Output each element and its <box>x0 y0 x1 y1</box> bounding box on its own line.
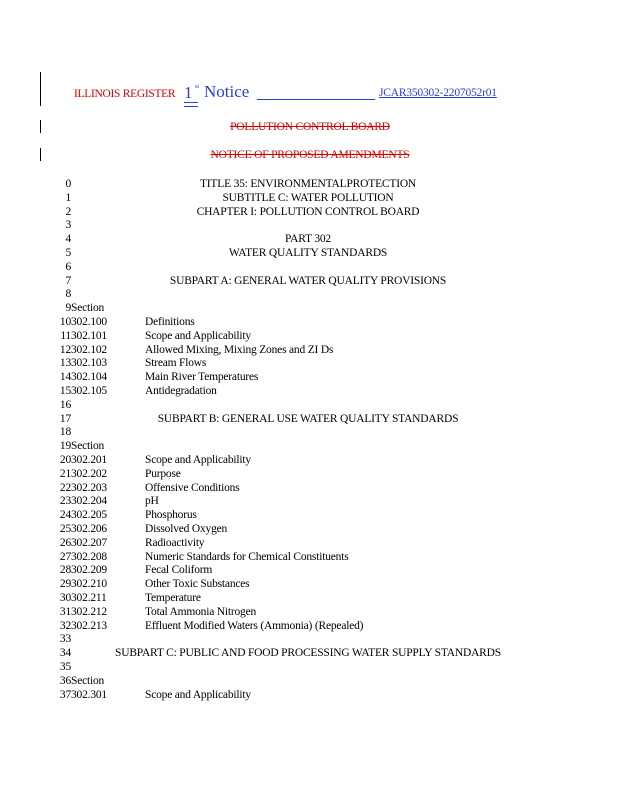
line-number: 21 <box>59 467 71 480</box>
section-number: 302.205 <box>71 509 107 522</box>
section-title: pH <box>145 495 159 508</box>
document-line <box>48 605 588 619</box>
document-line <box>48 563 588 577</box>
change-bar <box>40 120 41 133</box>
section-number: 302.100 <box>71 316 107 328</box>
line-number: 4 <box>65 233 71 246</box>
document-line <box>48 453 588 467</box>
line-number: 11 <box>60 329 71 342</box>
document-line <box>48 522 588 536</box>
section-number: 302.208 <box>71 550 107 563</box>
section-title: Other Toxic Substances <box>145 578 250 591</box>
change-bar <box>40 148 41 161</box>
document-line <box>48 646 588 660</box>
document-line <box>48 425 588 439</box>
document-line <box>48 315 588 329</box>
line-number: 28 <box>59 564 71 577</box>
document-line <box>48 177 588 191</box>
line-number: 13 <box>59 357 71 370</box>
section-number: 302.211 <box>71 592 107 604</box>
section-title: Radioactivity <box>145 536 205 549</box>
document-line <box>48 550 588 564</box>
document-line <box>48 508 588 522</box>
section-title: Scope and Applicability <box>145 329 251 342</box>
line-number: 29 <box>59 578 71 591</box>
section-number: 302.104 <box>71 371 107 384</box>
section-title: Offensive Conditions <box>145 481 240 494</box>
header-underline <box>257 99 375 100</box>
section-title: Dissolved Oxygen <box>145 523 228 535</box>
document-line <box>48 439 588 453</box>
section-title: Total Ammonia Nitrogen <box>145 605 257 618</box>
line-number: 22 <box>59 481 71 494</box>
document-line <box>48 384 588 398</box>
line-number: 34 <box>59 647 71 660</box>
section-number: 302.206 <box>71 523 107 535</box>
line-number: 33 <box>59 633 71 646</box>
line-number: 14 <box>59 371 71 384</box>
section-number: 302.202 <box>71 467 107 480</box>
section-title: Effluent Modified Waters (Ammonia) (Repealed) <box>145 619 364 632</box>
section-number: 302.204 <box>71 495 107 508</box>
line-number: 37 <box>59 688 71 701</box>
line-number: 10 <box>59 316 71 328</box>
section-number: Section <box>71 440 105 453</box>
line-number: 12 <box>59 343 71 356</box>
line-number: 0 <box>65 178 71 190</box>
header-underline <box>184 102 198 103</box>
line-number: 18 <box>59 426 71 439</box>
section-number: 302.101 <box>71 329 107 342</box>
line-number: 24 <box>59 509 71 522</box>
document-line <box>48 481 588 495</box>
document-line <box>48 343 588 357</box>
section-number: 302.203 <box>71 481 107 494</box>
document-line <box>48 260 588 274</box>
document-line <box>48 232 588 246</box>
document-header <box>74 84 594 106</box>
document-line <box>48 370 588 384</box>
section-title: Definitions <box>145 316 195 328</box>
page-number: 1 <box>184 83 193 102</box>
heading-text: CHAPTER I: POLLUTION CONTROL BOARD <box>196 205 420 218</box>
line-number: 26 <box>59 536 71 549</box>
document-line <box>48 274 588 288</box>
section-number: 302.301 <box>71 688 107 701</box>
line-number: 20 <box>59 454 71 466</box>
heading-text: SUBPART A: GENERAL WATER QUALITY PROVISIONS <box>169 274 447 287</box>
section-title: Scope and Applicability <box>145 688 251 701</box>
line-number: 6 <box>65 260 71 273</box>
document-line <box>48 287 588 301</box>
line-number: 35 <box>59 661 71 673</box>
line-number: 19 <box>59 440 71 453</box>
deleted-board-heading: POLLUTION CONTROL BOARD <box>230 121 390 133</box>
heading-text: SUBPART C: PUBLIC AND FOOD PROCESSING WATER SUPPLY STANDARDS <box>115 647 501 660</box>
section-title: Allowed Mixing, Mixing Zones and ZI Ds <box>145 343 334 356</box>
notice-label: Notice <box>204 82 250 101</box>
jcar-link[interactable]: JCAR350302-2207052r01 <box>379 87 497 99</box>
section-title: Temperature <box>145 592 201 604</box>
document-line <box>48 329 588 343</box>
line-number: 1 <box>65 191 71 204</box>
page-number-suffix: st <box>195 84 200 90</box>
document-line <box>48 301 588 315</box>
section-title: Phosphorus <box>145 509 197 522</box>
section-number: 302.102 <box>71 343 107 356</box>
section-number: 302.105 <box>71 385 107 397</box>
document-line <box>48 218 588 232</box>
line-number: 9 <box>65 302 71 315</box>
document-line <box>48 191 588 205</box>
document-line <box>48 398 588 412</box>
header-underline <box>184 106 198 107</box>
document-line <box>48 660 588 674</box>
heading-text: SUBTITLE C: WATER POLLUTION <box>222 191 394 204</box>
line-number: 3 <box>65 219 71 232</box>
change-bar <box>40 72 41 106</box>
line-number: 36 <box>59 674 71 687</box>
document-line <box>48 494 588 508</box>
section-number: 302.201 <box>71 454 107 466</box>
heading-text: WATER QUALITY STANDARDS <box>228 247 388 259</box>
heading-text: PART 302 <box>285 233 331 246</box>
heading-text: TITLE 35: ENVIRONMENTALPROTECTION <box>199 178 417 190</box>
line-number: 32 <box>59 619 71 632</box>
line-number: 23 <box>59 495 71 508</box>
section-number: 302.209 <box>71 564 107 577</box>
document-line <box>48 205 588 219</box>
line-number: 30 <box>59 592 71 604</box>
line-number: 15 <box>59 385 71 397</box>
document-line <box>48 688 588 702</box>
document-line <box>48 246 588 260</box>
section-number: 302.210 <box>71 578 107 591</box>
line-number: 2 <box>65 205 71 218</box>
section-title: Stream Flows <box>145 357 207 370</box>
document-line <box>48 356 588 370</box>
line-number: 7 <box>65 274 71 287</box>
section-number: 302.212 <box>71 605 107 618</box>
section-number: Section <box>71 674 105 687</box>
document-line <box>48 591 588 605</box>
section-number: 302.207 <box>71 536 107 549</box>
document-line <box>48 412 588 426</box>
document-line <box>48 536 588 550</box>
section-title: Purpose <box>145 467 181 480</box>
line-number: 27 <box>59 550 71 563</box>
line-number: 8 <box>65 288 71 301</box>
line-number: 17 <box>59 412 71 425</box>
line-number: 5 <box>65 247 71 259</box>
section-number: 302.103 <box>71 357 107 370</box>
section-number: Section <box>71 302 105 315</box>
section-title: Fecal Coliform <box>145 564 213 577</box>
section-title: Antidegradation <box>145 385 217 397</box>
document-line <box>48 577 588 591</box>
document-line <box>48 632 588 646</box>
document-line <box>48 467 588 481</box>
deleted-notice-heading: NOTICE OF PROPOSED AMENDMENTS <box>210 149 410 161</box>
line-number: 31 <box>59 605 71 618</box>
line-number: 16 <box>59 398 71 411</box>
heading-text: SUBPART B: GENERAL USE WATER QUALITY STANDARDS <box>157 412 459 425</box>
register-label: ILLINOIS REGISTER <box>74 88 176 100</box>
document-line <box>48 619 588 633</box>
section-title: Numeric Standards for Chemical Constituents <box>145 550 349 563</box>
section-title: Main River Temperatures <box>145 371 259 384</box>
document-line <box>48 674 588 688</box>
section-title: Scope and Applicability <box>145 454 251 466</box>
line-number: 25 <box>59 523 71 535</box>
section-number: 302.213 <box>71 619 107 632</box>
